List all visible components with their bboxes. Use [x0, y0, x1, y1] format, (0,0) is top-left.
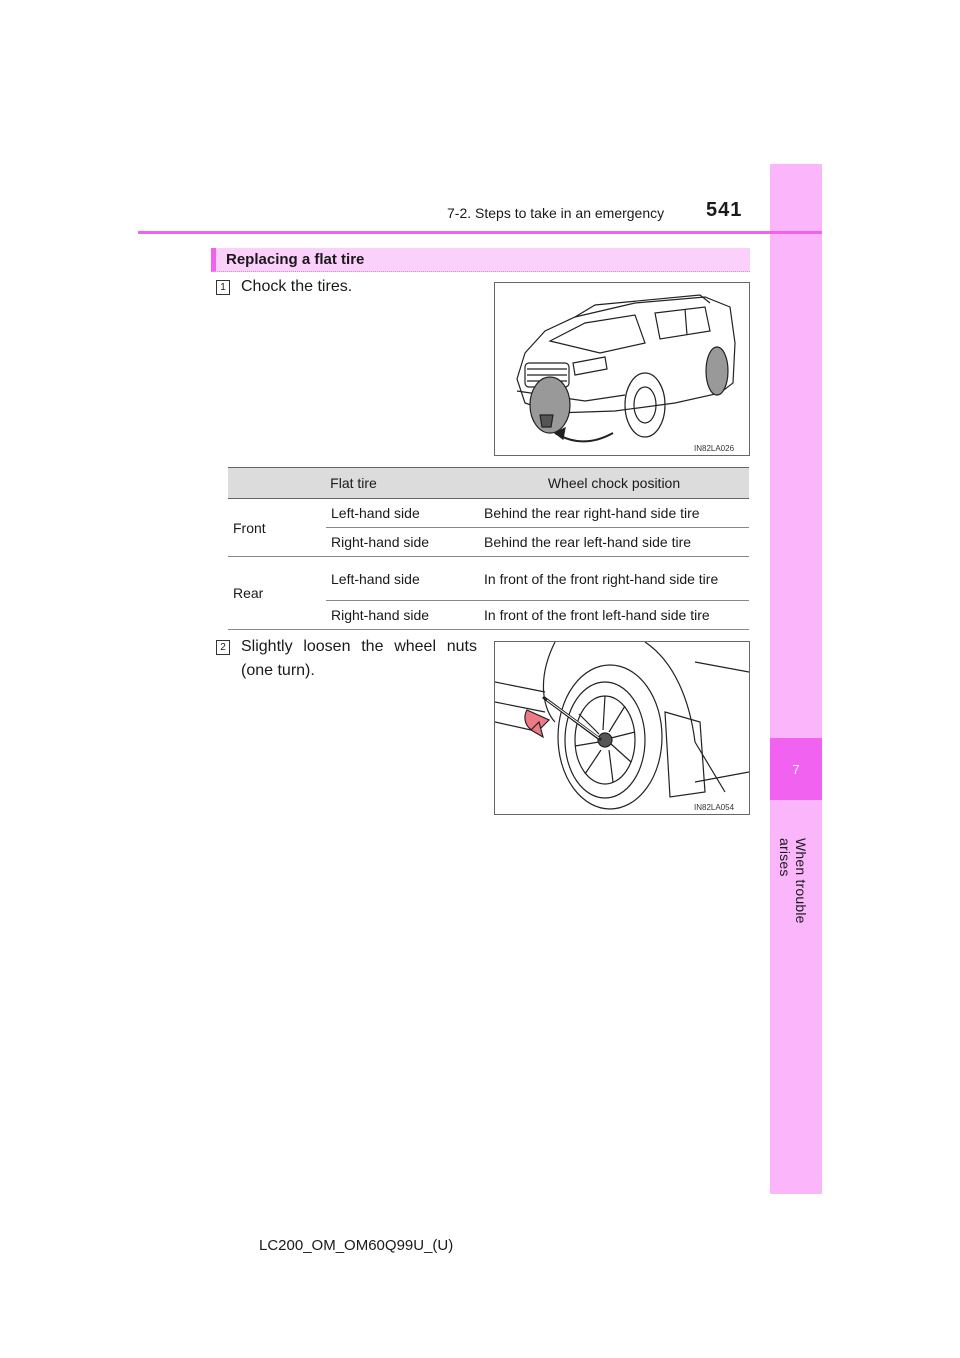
- wheel-wrench-illustration: [495, 642, 749, 814]
- header-divider: [138, 231, 822, 234]
- figure-chock-tires: [494, 282, 750, 456]
- section-title-bar: [211, 248, 750, 272]
- table-cell-group: Rear: [228, 557, 326, 630]
- figure-code: IN82LA054: [694, 803, 735, 812]
- figure-loosen-nuts: [494, 641, 750, 815]
- table-row: [228, 499, 749, 528]
- table-cell-position: Behind the rear right-hand side tire: [479, 499, 749, 528]
- table-row: [228, 557, 749, 601]
- header-section-title: 7-2. Steps to take in an emergency: [447, 205, 665, 221]
- figure-code: IN82LA026: [694, 444, 735, 453]
- table-header-flat-tire: Flat tire: [228, 468, 479, 499]
- table-header-row: [228, 468, 749, 499]
- table-cell-group: Front: [228, 499, 326, 557]
- table-cell-side: Right-hand side: [326, 528, 479, 557]
- step-number-2: 2: [216, 640, 230, 655]
- footer-doc-code: LC200_OM_OM60Q99U_(U): [259, 1237, 454, 1254]
- step-2-text-line1: Slightly loosen the wheel nuts: [241, 638, 477, 655]
- table-cell-side: Left-hand side: [326, 557, 479, 601]
- step-2-text-line2: (one turn).: [241, 662, 315, 679]
- section-title: Replacing a flat tire: [226, 251, 365, 268]
- chapter-title: When trouble arises: [777, 838, 809, 924]
- chapter-number-tab: [770, 738, 822, 800]
- table-header-chock-position: Wheel chock position: [479, 468, 749, 499]
- chapter-side-tab: [770, 164, 822, 1194]
- step-number-1: 1: [216, 280, 230, 295]
- wheel-chock-table: [228, 467, 749, 630]
- page-number: 541: [706, 199, 743, 221]
- chapter-number: 7: [792, 761, 800, 777]
- step-1-text: Chock the tires.: [241, 278, 353, 295]
- table-cell-side: Left-hand side: [326, 499, 479, 528]
- table-cell-position: In front of the front right-hand side tire: [479, 557, 749, 601]
- table-cell-side: Right-hand side: [326, 601, 479, 630]
- suv-chock-illustration: [495, 283, 749, 455]
- table-cell-position: In front of the front left-hand side tire: [479, 601, 749, 630]
- table-cell-position: Behind the rear left-hand side tire: [479, 528, 749, 557]
